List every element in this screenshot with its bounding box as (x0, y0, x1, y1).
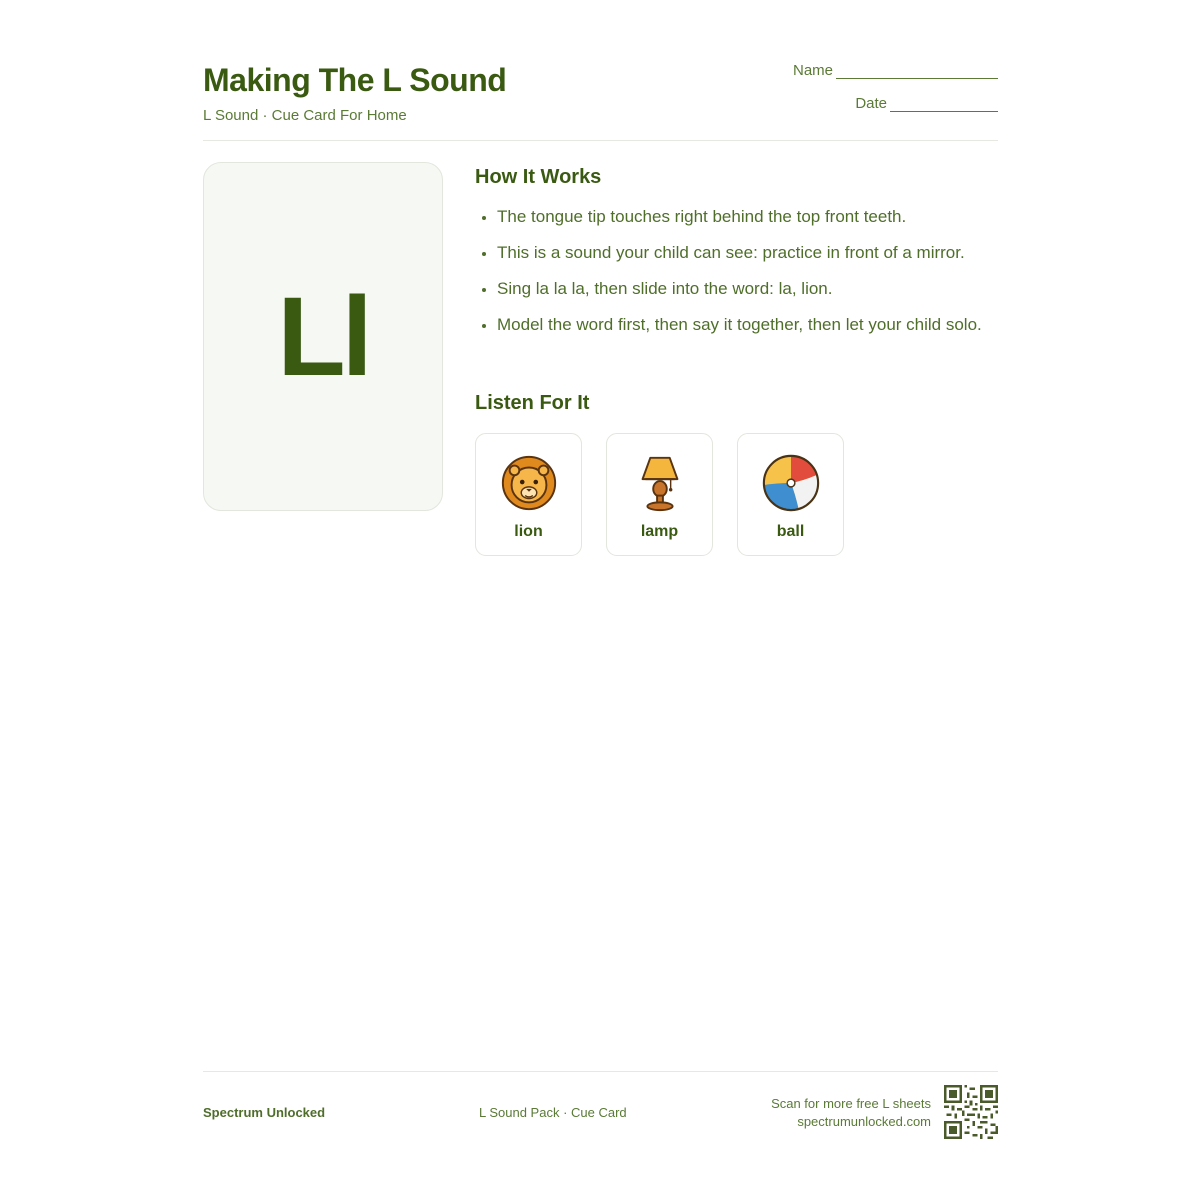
header-divider (203, 140, 998, 141)
footer-divider (203, 1071, 998, 1072)
tip-item: • Model the word first, then say it together, then let your child solo. (497, 311, 998, 339)
qr-code-icon[interactable] (944, 1085, 998, 1139)
name-field[interactable] (793, 62, 998, 79)
word-label: lion (514, 523, 543, 540)
date-label: Date (855, 95, 887, 112)
footer-scan-text (771, 1095, 931, 1131)
footer-brand: Spectrum Unlocked (203, 1105, 326, 1120)
tip-item: • Sing la la la, then slide into the word: la, lion. (497, 275, 998, 303)
word-card-row (475, 433, 998, 556)
word-card-lion (475, 433, 582, 556)
page-subtitle: L Sound · Cue Card For Home (203, 107, 407, 124)
word-card-ball (737, 433, 844, 556)
name-label: Name (792, 62, 833, 79)
listen-for-it-section (475, 392, 998, 556)
letter-cue-card (203, 162, 443, 511)
cue-letters: Ll (277, 274, 369, 399)
tips-list (475, 203, 998, 339)
date-field[interactable] (855, 95, 998, 112)
listen-for-it-title: Listen For It (475, 392, 590, 414)
lion-icon (498, 452, 560, 514)
scan-line: Scan for more free L sheets (771, 1096, 931, 1111)
how-it-works-section (475, 166, 998, 347)
tip-item: • The tongue tip touches right behind the top front teeth. (497, 203, 998, 231)
worksheet-page (203, 0, 998, 1200)
date-line[interactable] (890, 96, 998, 112)
how-it-works-title: How It Works (475, 166, 602, 188)
lamp-icon (629, 452, 691, 514)
page-title: Making The L Sound (203, 62, 507, 98)
tip-item: • This is a sound your child can see: practice in front of a mirror. (497, 239, 998, 267)
name-line[interactable] (836, 63, 998, 79)
website-link[interactable]: spectrumunlocked.com (797, 1114, 931, 1129)
ball-icon (760, 452, 822, 514)
word-label: lamp (640, 523, 679, 540)
word-card-lamp (606, 433, 713, 556)
word-label: ball (776, 523, 805, 540)
footer-pack-label: L Sound Pack · Cue Card (479, 1105, 627, 1120)
